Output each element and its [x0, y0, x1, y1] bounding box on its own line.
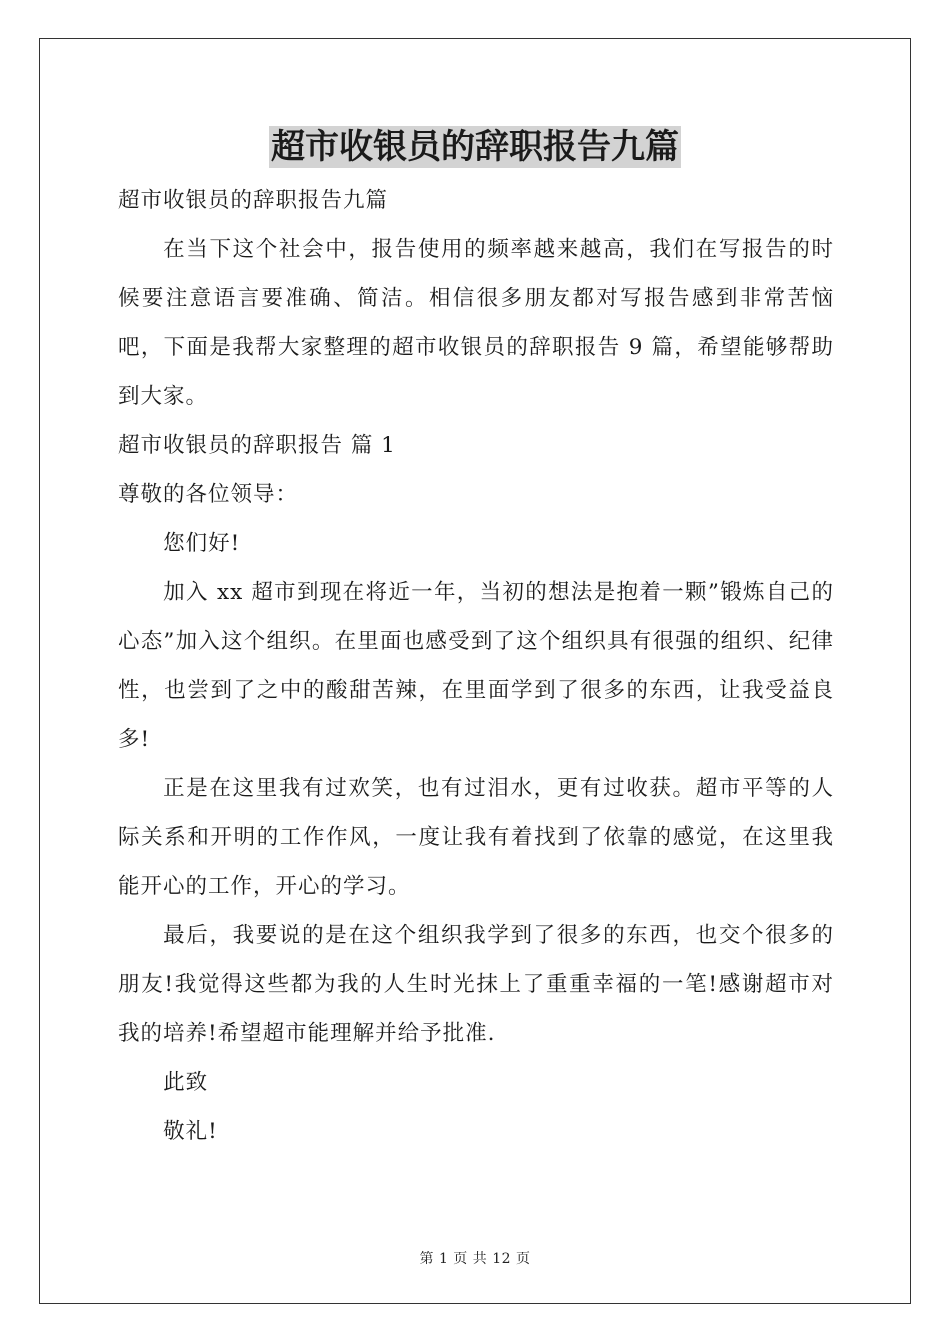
closing-regards: 敬礼! — [163, 1119, 218, 1144]
paragraph: 最后，我要说的是在这个组织我学到了很多的东西，也交个很多的朋友!我觉得这些都为我的人生时光抹上了重重幸福的一笔!感谢超市对我的培养!希望超市能理解并给予批准. — [118, 923, 834, 1046]
greeting: 您们好! — [163, 531, 241, 556]
salutation: 尊敬的各位领导： — [118, 482, 299, 507]
page-footer: 第 1 页 共 12 页 — [419, 1251, 531, 1267]
closing-line: 此致 — [163, 1070, 209, 1095]
title-container — [0, 126, 950, 168]
paragraph: 超市收银员的辞职报告九篇 — [118, 188, 389, 213]
document-title: 超市收银员的辞职报告九篇 — [271, 127, 679, 167]
section-heading: 超市收银员的辞职报告 篇 1 — [118, 433, 396, 458]
paragraph: 正是在这里我有过欢笑，也有过泪水，更有过收获。超市平等的人际关系和开明的工作作风，一度让我有着找到了依靠的感觉，在这里我能开心的工作，开心的学习。 — [118, 776, 834, 899]
paragraph: 加入 xx 超市到现在将近一年，当初的想法是抱着一颗”锻炼自己的心态”加入这个组织。在里面也感受到了这个组织具有很强的组织、纪律性，也尝到了之中的酸甜苦辣，在里面学到了很多的东西，让我受益良多! — [118, 580, 834, 752]
document-body — [118, 176, 834, 1156]
paragraph: 在当下这个社会中，报告使用的频率越来越高，我们在写报告的时候要注意语言要准确、简洁。相信很多朋友都对写报告感到非常苦恼吧，下面是我帮大家整理的超市收银员的辞职报告 9 篇，希望能够帮助到大家。 — [118, 237, 834, 409]
